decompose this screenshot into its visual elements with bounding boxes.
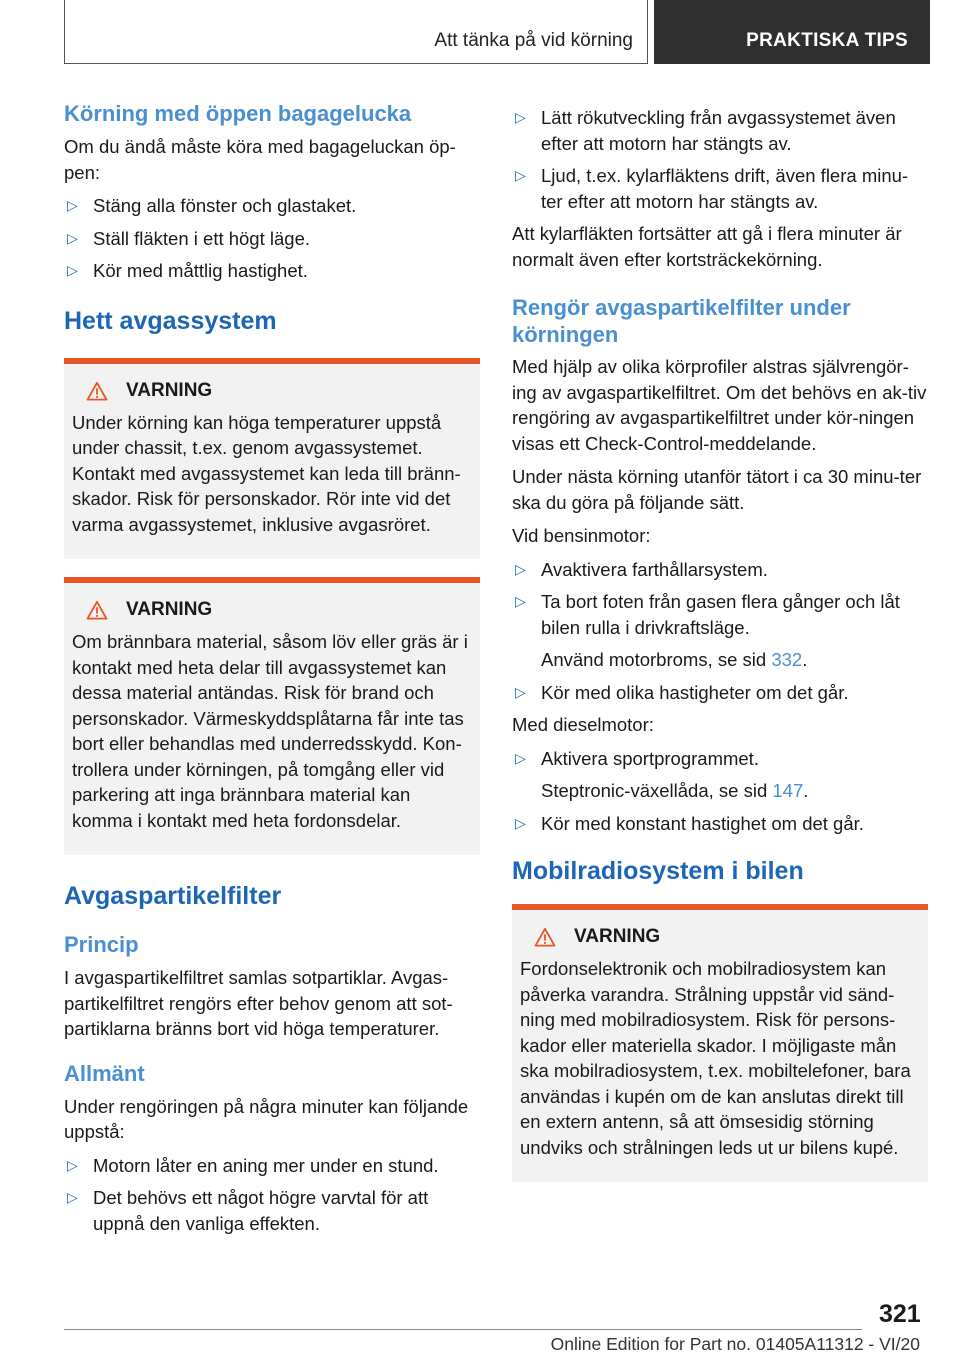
list-item: ▷ Kör med konstant hastighet om det går.	[512, 811, 928, 837]
paragraph: Under rengöringen på några minuter kan följande uppstå:	[64, 1095, 469, 1142]
triangle-bullet-icon: ▷	[515, 109, 526, 125]
warning-label: VARNING	[574, 926, 661, 947]
triangle-bullet-icon: ▷	[515, 560, 526, 577]
warning-label: VARNING	[126, 599, 213, 620]
warning-box	[64, 577, 480, 855]
chapter-title: PRAKTISKA TIPS	[746, 30, 908, 51]
heading-clean-filter: Rengör avgaspartikelfilter under körningen	[512, 295, 851, 347]
edition-footer: Online Edition for Part no. 01405A11312 - VI/20	[550, 1334, 920, 1354]
left-column	[64, 100, 480, 1243]
paragraph: Vid bensinmotor:	[512, 525, 651, 546]
warning-box	[512, 904, 928, 1182]
paragraph: Om du ändå måste köra med bagageluckan öp- pen:	[64, 136, 456, 183]
paragraph: Med dieselmotor:	[512, 714, 654, 735]
heading-principle: Princip	[64, 932, 139, 957]
list-item: ▷ Stäng alla fönster och glastaket.	[64, 193, 480, 219]
section-title: Att tänka på vid körning	[434, 30, 633, 51]
heading-mobile-radio: Mobilradiosystem i bilen	[512, 857, 804, 885]
triangle-bullet-icon: ▷	[67, 262, 78, 278]
warning-text: Om brännbara material, såsom löv eller gräs är i kontakt med heta delar till avgassystemet kan dessa material antändas. Risk för brand och personskador. Värmeskyddsplåtarna får inte tas bort eller behandlas med underredsskydd. Kon-trollera under körningen, på tomgång eller vid parkering att inga brännbara material kan komma i kontakt med heta fordonsdelar.	[72, 631, 468, 831]
list-subtext: Använd motorbroms, se sid 332.	[541, 649, 808, 670]
heading-open-tailgate: Körning med öppen bagagelucka	[64, 101, 412, 126]
warning-triangle-icon	[86, 600, 108, 620]
warning-box	[64, 358, 480, 560]
section-tab	[64, 0, 648, 64]
list-subtext: Steptronic-växellåda, se sid 147.	[541, 780, 809, 801]
warning-text: Fordonselektronik och mobilradiosystem kan påverka varandra. Strålning uppstår vid sänd-ning med mobilradiosystem. Risk för persons-kador eller materiella skador. I möjligaste mån ska mobilradiosystem, t.ex. mobiltelefoner, bara användas i kupén om de kan anslutas direkt till en extern antenn, så att ömsesidig störning undviks och strålningen leds ut ur bilens kupé.	[520, 958, 911, 1158]
list-item: ▷ Kör med måttlig hastighet.	[64, 258, 480, 284]
list-item: ▷ Kör med olika hastigheter om det går.	[512, 680, 928, 706]
triangle-bullet-icon: ▷	[515, 749, 526, 766]
page-link-147[interactable]: 147	[772, 780, 804, 801]
list-item: ▷ Ljud, t.ex. kylarfläktens drift, även flera minu-ter efter att motorn har stängts av.	[515, 165, 909, 212]
page-link-332[interactable]: 332	[771, 649, 803, 670]
list-item: ▷ Det behövs ett något högre varvtal för att uppnå den vanliga effekten.	[67, 1187, 429, 1234]
heading-particulate-filter: Avgaspartikelfilter	[64, 882, 282, 910]
triangle-bullet-icon: ▷	[67, 1156, 78, 1173]
warning-triangle-icon	[534, 927, 556, 947]
page-number: 321	[879, 1300, 921, 1328]
paragraph: Med hjälp av olika körprofiler alstras självrengör-ing av avgaspartikelfiltret. Om det behövs en ak-tiv rengöring av avgaspartikelfiltret under kör-ningen visas ett Check-Control-meddelande.	[512, 356, 927, 454]
triangle-bullet-icon: ▷	[67, 1189, 78, 1205]
list-item: ▷ Lätt rökutveckling från avgassystemet även efter att motorn har stängts av.	[515, 107, 896, 154]
footer-divider	[64, 1329, 862, 1330]
list-item: ▷ Motorn låter en aning mer under en stund.	[64, 1153, 480, 1179]
paragraph: I avgaspartikelfiltret samlas sotpartiklar. Avgas-partikelfiltret rengörs efter behov genom att sot-partiklarna bränns bort vid höga temperaturer.	[64, 967, 453, 1039]
list-item: ▷ Avaktivera farthållarsystem.	[512, 557, 928, 583]
heading-general: Allmänt	[64, 1060, 145, 1086]
page-header	[64, 0, 930, 64]
list-item: ▷ Ställ fläkten i ett högt läge.	[64, 226, 480, 252]
triangle-bullet-icon: ▷	[67, 229, 78, 246]
list-item: ▷ Ta bort foten från gasen flera gånger och låt bilen rulla i drivkraftsläge.	[515, 591, 900, 638]
triangle-bullet-icon: ▷	[515, 814, 526, 831]
right-column	[512, 105, 928, 1200]
triangle-bullet-icon: ▷	[515, 593, 526, 609]
paragraph: Under nästa körning utanför tätort i ca 30 minu-ter ska du göra på följande sätt.	[512, 466, 922, 513]
list-item: ▷ Aktivera sportprogrammet.	[512, 746, 928, 772]
warning-triangle-icon	[86, 381, 108, 401]
chapter-tab	[654, 0, 930, 64]
warning-text: Under körning kan höga temperaturer uppstå under chassit, t.ex. genom avgassystemet. Kontakt med avgassystemet kan leda till bränn-skador. Risk för personskador. Rör inte vid det varma avgassystemet, inklusive avgasröret.	[72, 411, 461, 535]
triangle-bullet-icon: ▷	[67, 197, 78, 213]
paragraph: Att kylarfläkten fortsätter att gå i flera minuter är normalt även efter kortsträckekörning.	[512, 223, 902, 270]
heading-hot-exhaust: Hett avgassystem	[64, 306, 277, 335]
warning-label: VARNING	[126, 379, 213, 401]
triangle-bullet-icon: ▷	[515, 167, 526, 183]
triangle-bullet-icon: ▷	[515, 683, 526, 700]
